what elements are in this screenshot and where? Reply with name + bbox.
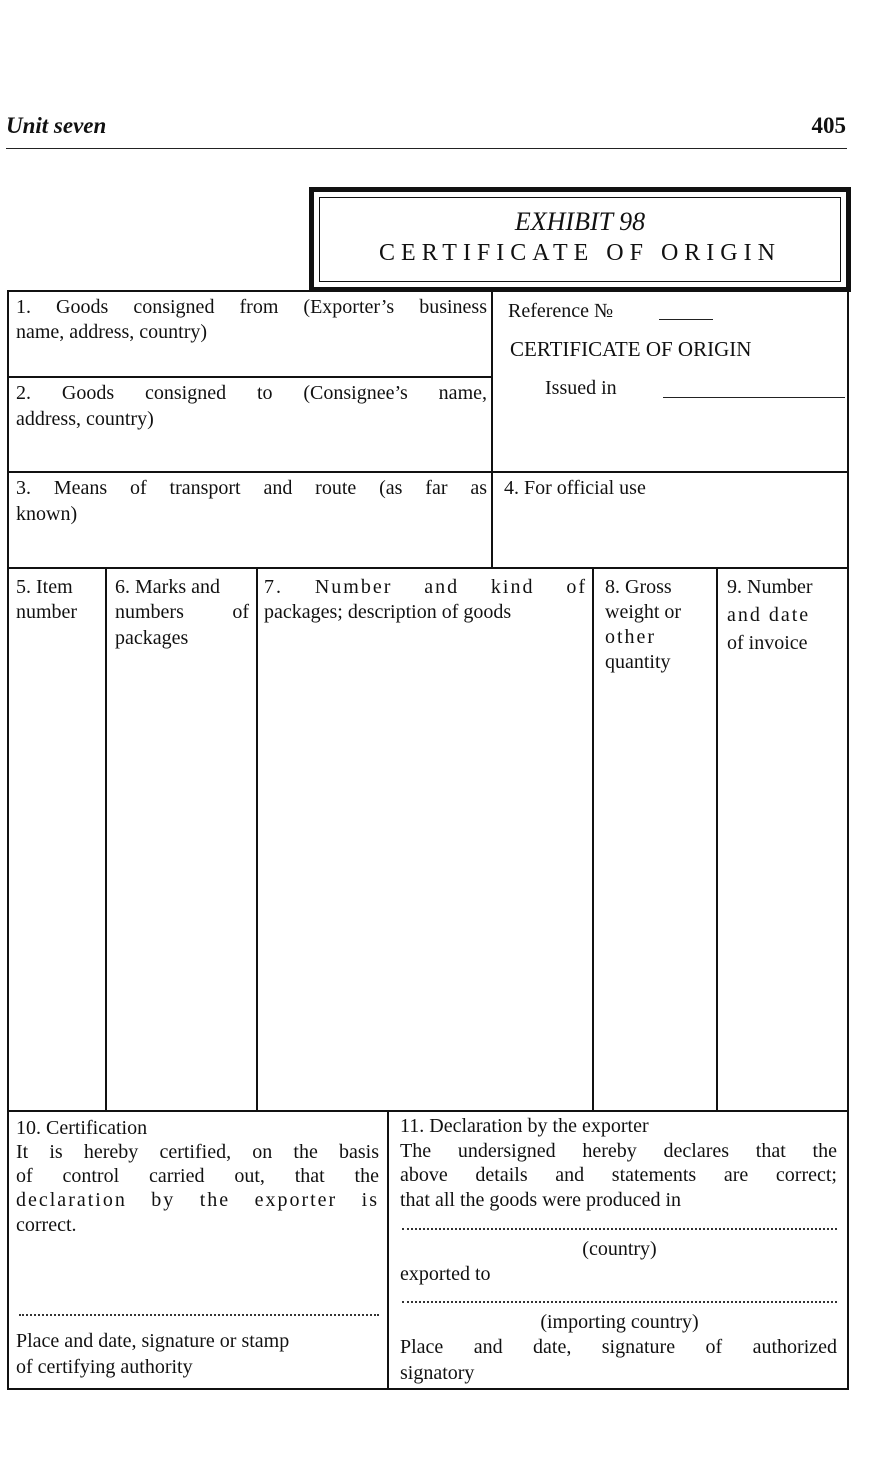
divider-row2 [9, 567, 847, 569]
box10-signature-line [19, 1314, 379, 1316]
col9-header-line3: of invoice [727, 632, 808, 654]
certificate-form [7, 290, 849, 1390]
box11-signature-caption-line2: signatory [400, 1362, 475, 1384]
unit-title: Unit seven [6, 113, 107, 138]
box11-exported-to: exported to [400, 1263, 491, 1285]
divider-row1 [9, 471, 847, 473]
col8-header-line3: other [605, 626, 657, 648]
box3-label-line1: 3. Means of transport and route (as far as [16, 477, 487, 499]
col6-header-line2: numbers of [115, 601, 249, 623]
box11-importing-country-line [402, 1301, 837, 1303]
col9-header-line1: 9. Number [727, 576, 813, 598]
col8-header-line1: 8. Gross [605, 576, 672, 598]
box2-label-line2: address, country) [16, 408, 154, 430]
reference-number-line [659, 319, 713, 320]
box10-heading: 10. Certification [16, 1117, 148, 1139]
box10-text-line1: It is hereby certified, on the basis [16, 1141, 379, 1163]
exhibit-title-box [309, 187, 851, 292]
col8-header-line2: weight or [605, 601, 682, 623]
box3-label-line2: known) [16, 503, 78, 525]
col7-header-line1: 7. Number and kind of [264, 576, 587, 598]
box11-signature-caption-line1: Place and date, signature of authorized [400, 1336, 837, 1358]
divider-box1-box2 [9, 376, 491, 378]
box1-label-line1: 1. Goods consigned from (Exporter’s business [16, 296, 487, 318]
box11-heading: 11. Declaration by the exporter [400, 1115, 649, 1137]
box10-signature-caption-line1: Place and date, signature or stamp [16, 1330, 290, 1352]
box11-importing-country-caption: (importing country) [540, 1311, 699, 1333]
divider-box10-box11 [387, 1110, 389, 1388]
header-rule [6, 148, 847, 149]
box10-signature-caption-line2: of certifying authority [16, 1356, 193, 1378]
box11-text-line3: that all the goods were produced in [400, 1189, 682, 1211]
box10-text-line4: correct. [16, 1214, 77, 1236]
col5-header-line1: 5. Item [16, 576, 73, 598]
box4-label: 4. For official use [504, 477, 646, 499]
box11-text-line1: The undersigned hereby declares that the [400, 1140, 837, 1162]
box2-label-line1: 2. Goods consigned to (Consignee’s name, [16, 382, 487, 404]
issued-in-label: Issued in [545, 377, 617, 399]
page-number: 405 [811, 113, 846, 138]
col8-header-line4: quantity [605, 651, 671, 673]
divider-col5-col6 [105, 567, 107, 1112]
issued-in-line [663, 397, 845, 398]
col6-header-line3: packages [115, 627, 189, 649]
divider-col6-col7 [256, 567, 258, 1112]
box10-text-line3: declaration by the exporter is [16, 1189, 379, 1211]
box11-country-line [402, 1228, 837, 1230]
col5-header-line2: number [16, 601, 78, 623]
box10-text-line2: of control carried out, that the [16, 1165, 379, 1187]
box1-label-line2: name, address, country) [16, 321, 208, 343]
reference-number-label: Reference № [508, 300, 614, 322]
divider-col7-col8 [592, 567, 594, 1112]
divider-row3 [9, 1110, 847, 1112]
col9-header-line2: and date [727, 604, 811, 626]
box11-country-caption: (country) [582, 1238, 657, 1260]
divider-top-vertical [491, 292, 493, 569]
col7-header-line2: packages; description of goods [264, 601, 512, 623]
certificate-of-origin-label: CERTIFICATE OF ORIGIN [510, 337, 752, 361]
exhibit-title-inner [319, 197, 841, 282]
divider-col8-col9 [716, 567, 718, 1112]
exhibit-title: CERTIFICATE OF ORIGIN [379, 240, 781, 266]
box11-text-line2: above details and statements are correct; [400, 1164, 837, 1186]
exhibit-number: EXHIBIT 98 [514, 207, 646, 236]
col6-header-line1: 6. Marks and [115, 576, 220, 598]
